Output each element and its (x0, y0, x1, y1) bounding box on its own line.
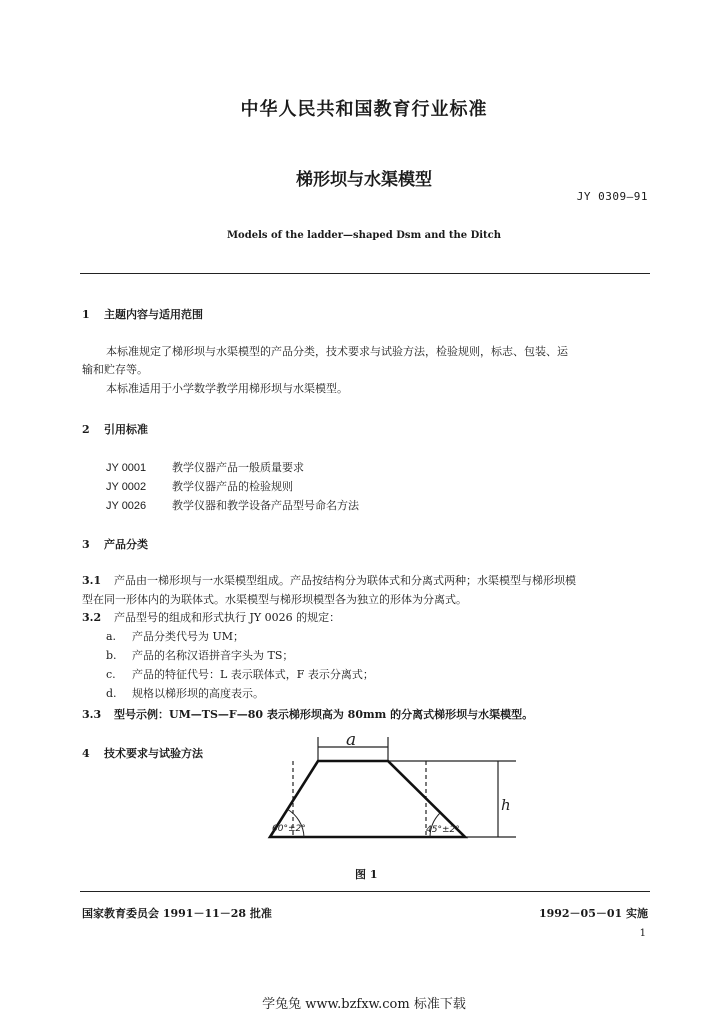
section-4-heading (82, 745, 203, 761)
approval-info: 国家教育委员会 1991－11－28 批准 (82, 907, 272, 920)
clause-3-1-line1 (82, 572, 576, 590)
clause-number: 3.2 (82, 611, 102, 624)
standard-code: JY 0309—91 (576, 190, 648, 203)
list-item (106, 628, 244, 646)
angle-right-label: 45°±2° (426, 825, 460, 835)
watermark: 学兔兔 www.bzfxw.com 标准下载 (262, 997, 466, 1012)
clause-number: 3.1 (82, 574, 102, 587)
reference-item (106, 497, 359, 513)
section-title: 主题内容与适用范围 (104, 308, 203, 321)
reference-title: 教学仪器产品一般质量要求 (172, 461, 304, 474)
section-3-heading (82, 536, 148, 552)
figure-1-trapezoid-diagram (260, 725, 530, 845)
figure-caption: 图 1 (355, 868, 378, 881)
reference-title: 教学仪器产品的检验规则 (172, 480, 293, 493)
doc-title: 梯形坝与水渠模型 (296, 170, 432, 190)
angle-left-label: 60°±2° (272, 824, 306, 834)
list-text: 规格以梯形坝的高度表示。 (132, 687, 264, 700)
clause-3-1-line2: 型在同一形体内的为联体式。水渠模型与梯形坝模型各为独立的形体为分离式。 (82, 593, 467, 606)
implementation-info: 1992－05－01 实施 (538, 907, 648, 920)
list-item (106, 685, 264, 703)
list-item (106, 647, 293, 665)
reference-code: JY 0001 (106, 462, 147, 474)
section-number: 1 (82, 308, 90, 321)
s1-para1-line2: 输和贮存等。 (82, 363, 148, 376)
clause-text: 产品型号的组成和形式执行 JY 0026 的规定： (114, 611, 341, 624)
english-title: Models of the ladder—shaped Dsm and the Ditch (226, 230, 502, 241)
section-number: 4 (82, 747, 90, 760)
reference-code: JY 0026 (106, 500, 147, 512)
section-title: 引用标准 (104, 423, 148, 436)
label-h: h (501, 796, 511, 814)
section-title: 技术要求与试验方法 (104, 747, 203, 760)
clause-number: 3.3 (82, 708, 102, 721)
section-number: 3 (82, 538, 90, 551)
section-number: 2 (82, 423, 90, 436)
reference-item (106, 459, 304, 475)
clause-3-2 (82, 609, 340, 627)
clause-3-3 (82, 706, 533, 724)
section-2-heading (82, 421, 148, 437)
list-text: 产品的特征代号：L 表示联体式，F 表示分离式； (132, 668, 374, 681)
list-marker: d. (106, 687, 117, 700)
reference-title: 教学仪器和教学设备产品型号命名方法 (172, 499, 359, 512)
list-marker: c. (106, 668, 116, 681)
s1-para2: 本标准适用于小学数学教学用梯形坝与水渠模型。 (106, 382, 348, 395)
section-title: 产品分类 (104, 538, 148, 551)
list-text: 产品的名称汉语拼音字头为 TS； (132, 649, 294, 662)
org-title: 中华人民共和国教育行业标准 (240, 99, 488, 120)
clause-text: 产品由一梯形坝与一水渠模型组成。产品按结构分为联体式和分离式两种；水渠模型与梯形坝模 (114, 574, 576, 587)
footer-rule (80, 891, 650, 892)
section-1-heading (82, 306, 203, 322)
label-a: a (346, 730, 357, 750)
page-number: 1 (639, 928, 646, 939)
list-item (106, 666, 374, 684)
reference-code: JY 0002 (106, 481, 147, 493)
header-rule (80, 273, 650, 274)
reference-item (106, 478, 293, 494)
list-marker: b. (106, 649, 117, 662)
clause-text: 型号示例：UM—TS—F—80 表示梯形坝高为 80mm 的分离式梯形坝与水渠模型。 (114, 708, 534, 721)
list-text: 产品分类代号为 UM； (132, 630, 245, 643)
s1-para1-line1: 本标准规定了梯形坝与水渠模型的产品分类，技术要求与试验方法，检验规则，标志、包装、运 (106, 345, 568, 358)
list-marker: a. (106, 630, 117, 643)
